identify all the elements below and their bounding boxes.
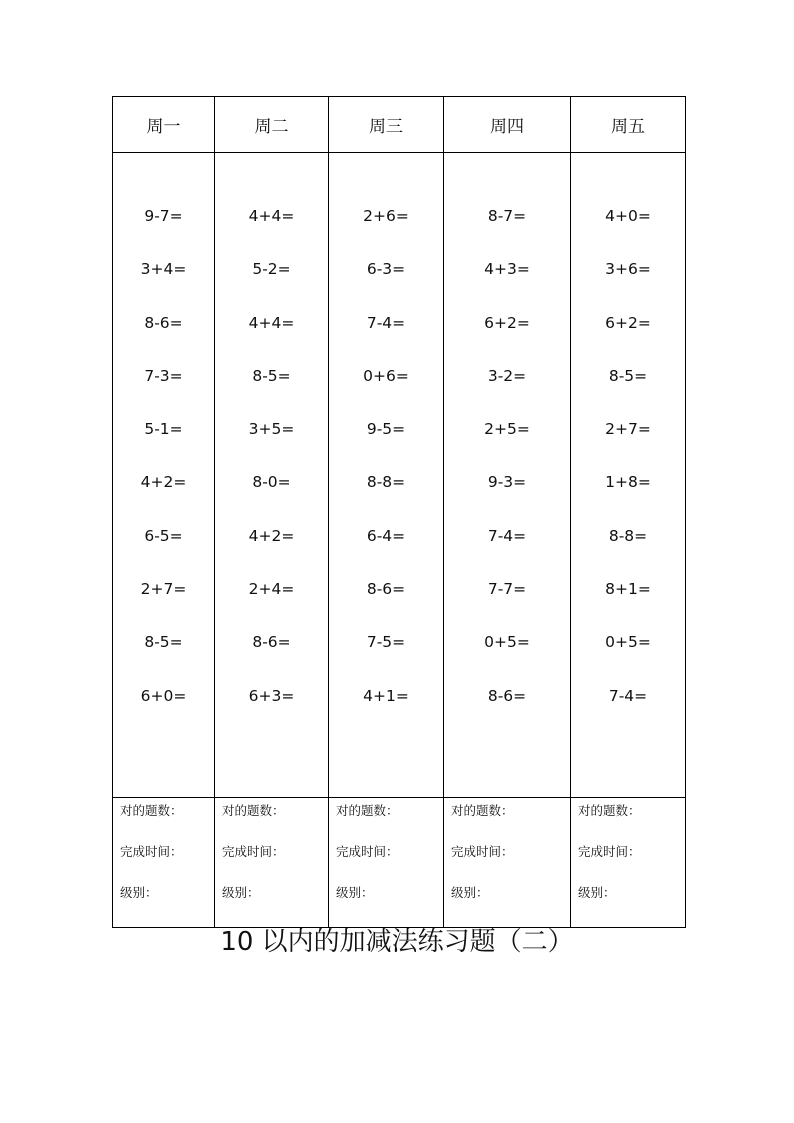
problems-row <box>113 153 686 798</box>
problem-item: 8-6= <box>487 686 527 705</box>
problem-item: 6+2= <box>484 313 530 332</box>
problem-item: 3+6= <box>605 260 651 279</box>
problem-item: 9-3= <box>487 473 527 492</box>
problems-cell-thu <box>444 153 571 798</box>
correct-count-label: 对的题数： <box>120 803 183 818</box>
problem-item: 4+0= <box>605 207 651 225</box>
problem-item: 4+4= <box>248 313 295 332</box>
problem-item: 6-3= <box>366 260 406 279</box>
problem-list-mon <box>113 153 214 740</box>
day-header-mon: 周一 <box>113 97 215 153</box>
problem-item: 2+7= <box>140 580 187 599</box>
problem-item: 0+5= <box>484 633 530 652</box>
problem-item: 8-7= <box>487 207 527 225</box>
day-header-thu: 周四 <box>444 97 571 153</box>
footer-cell-tue <box>215 798 329 928</box>
correct-count-label: 对的题数： <box>578 803 641 818</box>
problems-cell-wed <box>329 153 444 798</box>
problem-item: 2+7= <box>605 420 651 439</box>
problem-item: 6+2= <box>605 313 651 332</box>
footer-cell-mon <box>113 798 215 928</box>
level-label: 级别： <box>578 885 616 900</box>
correct-count-label: 对的题数： <box>336 803 399 818</box>
correct-count-label: 对的题数： <box>451 803 514 818</box>
footer-cell-fri <box>571 798 686 928</box>
problem-item: 5-1= <box>144 420 183 439</box>
completion-time-label: 完成时间： <box>578 844 641 859</box>
worksheet-title: 10 以内的加减法练习题（二） <box>220 927 574 957</box>
problem-item: 8-6= <box>252 633 291 652</box>
day-header-wed: 周三 <box>329 97 444 153</box>
problem-item: 7-3= <box>144 366 183 385</box>
level-label: 级别： <box>336 885 374 900</box>
problem-item: 1+8= <box>605 473 651 492</box>
problem-item: 2+5= <box>484 420 530 439</box>
problem-item: 8+1= <box>605 580 651 599</box>
problem-list-tue <box>215 153 328 740</box>
problem-item: 6+3= <box>248 686 295 705</box>
problem-item: 2+6= <box>363 207 409 225</box>
footer-row <box>113 798 686 928</box>
problem-item: 5-2= <box>252 260 291 279</box>
problem-item: 6-5= <box>144 526 183 545</box>
problem-item: 2+4= <box>248 580 295 599</box>
problem-item: 8-5= <box>144 633 183 652</box>
problem-item: 7-7= <box>487 580 527 599</box>
level-label: 级别： <box>451 885 489 900</box>
day-header-fri: 周五 <box>571 97 686 153</box>
problem-item: 6-4= <box>366 526 406 545</box>
day-header-tue: 周二 <box>215 97 329 153</box>
footer-cell-wed <box>329 798 444 928</box>
problem-item: 8-5= <box>608 366 648 385</box>
problem-item: 8-5= <box>252 366 291 385</box>
problem-item: 6+0= <box>140 686 187 705</box>
problem-item: 8-0= <box>252 473 291 492</box>
level-label: 级别： <box>120 885 158 900</box>
completion-time-label: 完成时间： <box>120 844 183 859</box>
problem-item: 7-4= <box>608 686 648 705</box>
problem-item: 3-2= <box>487 366 527 385</box>
problem-item: 4+4= <box>248 207 295 225</box>
problem-item: 9-7= <box>144 207 183 225</box>
problem-item: 4+3= <box>484 260 530 279</box>
problem-item: 4+2= <box>140 473 187 492</box>
footer-cell-thu <box>444 798 571 928</box>
completion-time-label: 完成时间： <box>451 844 514 859</box>
worksheet-table <box>112 96 686 928</box>
completion-time-label: 完成时间： <box>222 844 285 859</box>
problem-item: 4+2= <box>248 526 295 545</box>
problem-item: 7-5= <box>366 633 406 652</box>
problem-item: 3+4= <box>140 260 187 279</box>
problem-item: 9-5= <box>366 420 406 439</box>
header-row <box>113 97 686 153</box>
problem-item: 8-6= <box>144 313 183 332</box>
problem-item: 7-4= <box>487 526 527 545</box>
problem-item: 3+5= <box>248 420 295 439</box>
problem-item: 0+5= <box>605 633 651 652</box>
completion-time-label: 完成时间： <box>336 844 399 859</box>
problem-list-fri <box>571 153 685 740</box>
level-label: 级别： <box>222 885 260 900</box>
problem-item: 7-4= <box>366 313 406 332</box>
problem-item: 8-8= <box>366 473 406 492</box>
problem-item: 4+1= <box>363 686 409 705</box>
correct-count-label: 对的题数： <box>222 803 285 818</box>
problem-item: 8-8= <box>608 526 648 545</box>
problems-cell-mon <box>113 153 215 798</box>
problems-cell-fri <box>571 153 686 798</box>
problem-list-thu <box>444 153 570 740</box>
problem-item: 0+6= <box>363 366 409 385</box>
problems-cell-tue <box>215 153 329 798</box>
problem-item: 8-6= <box>366 580 406 599</box>
problem-list-wed <box>329 153 443 740</box>
